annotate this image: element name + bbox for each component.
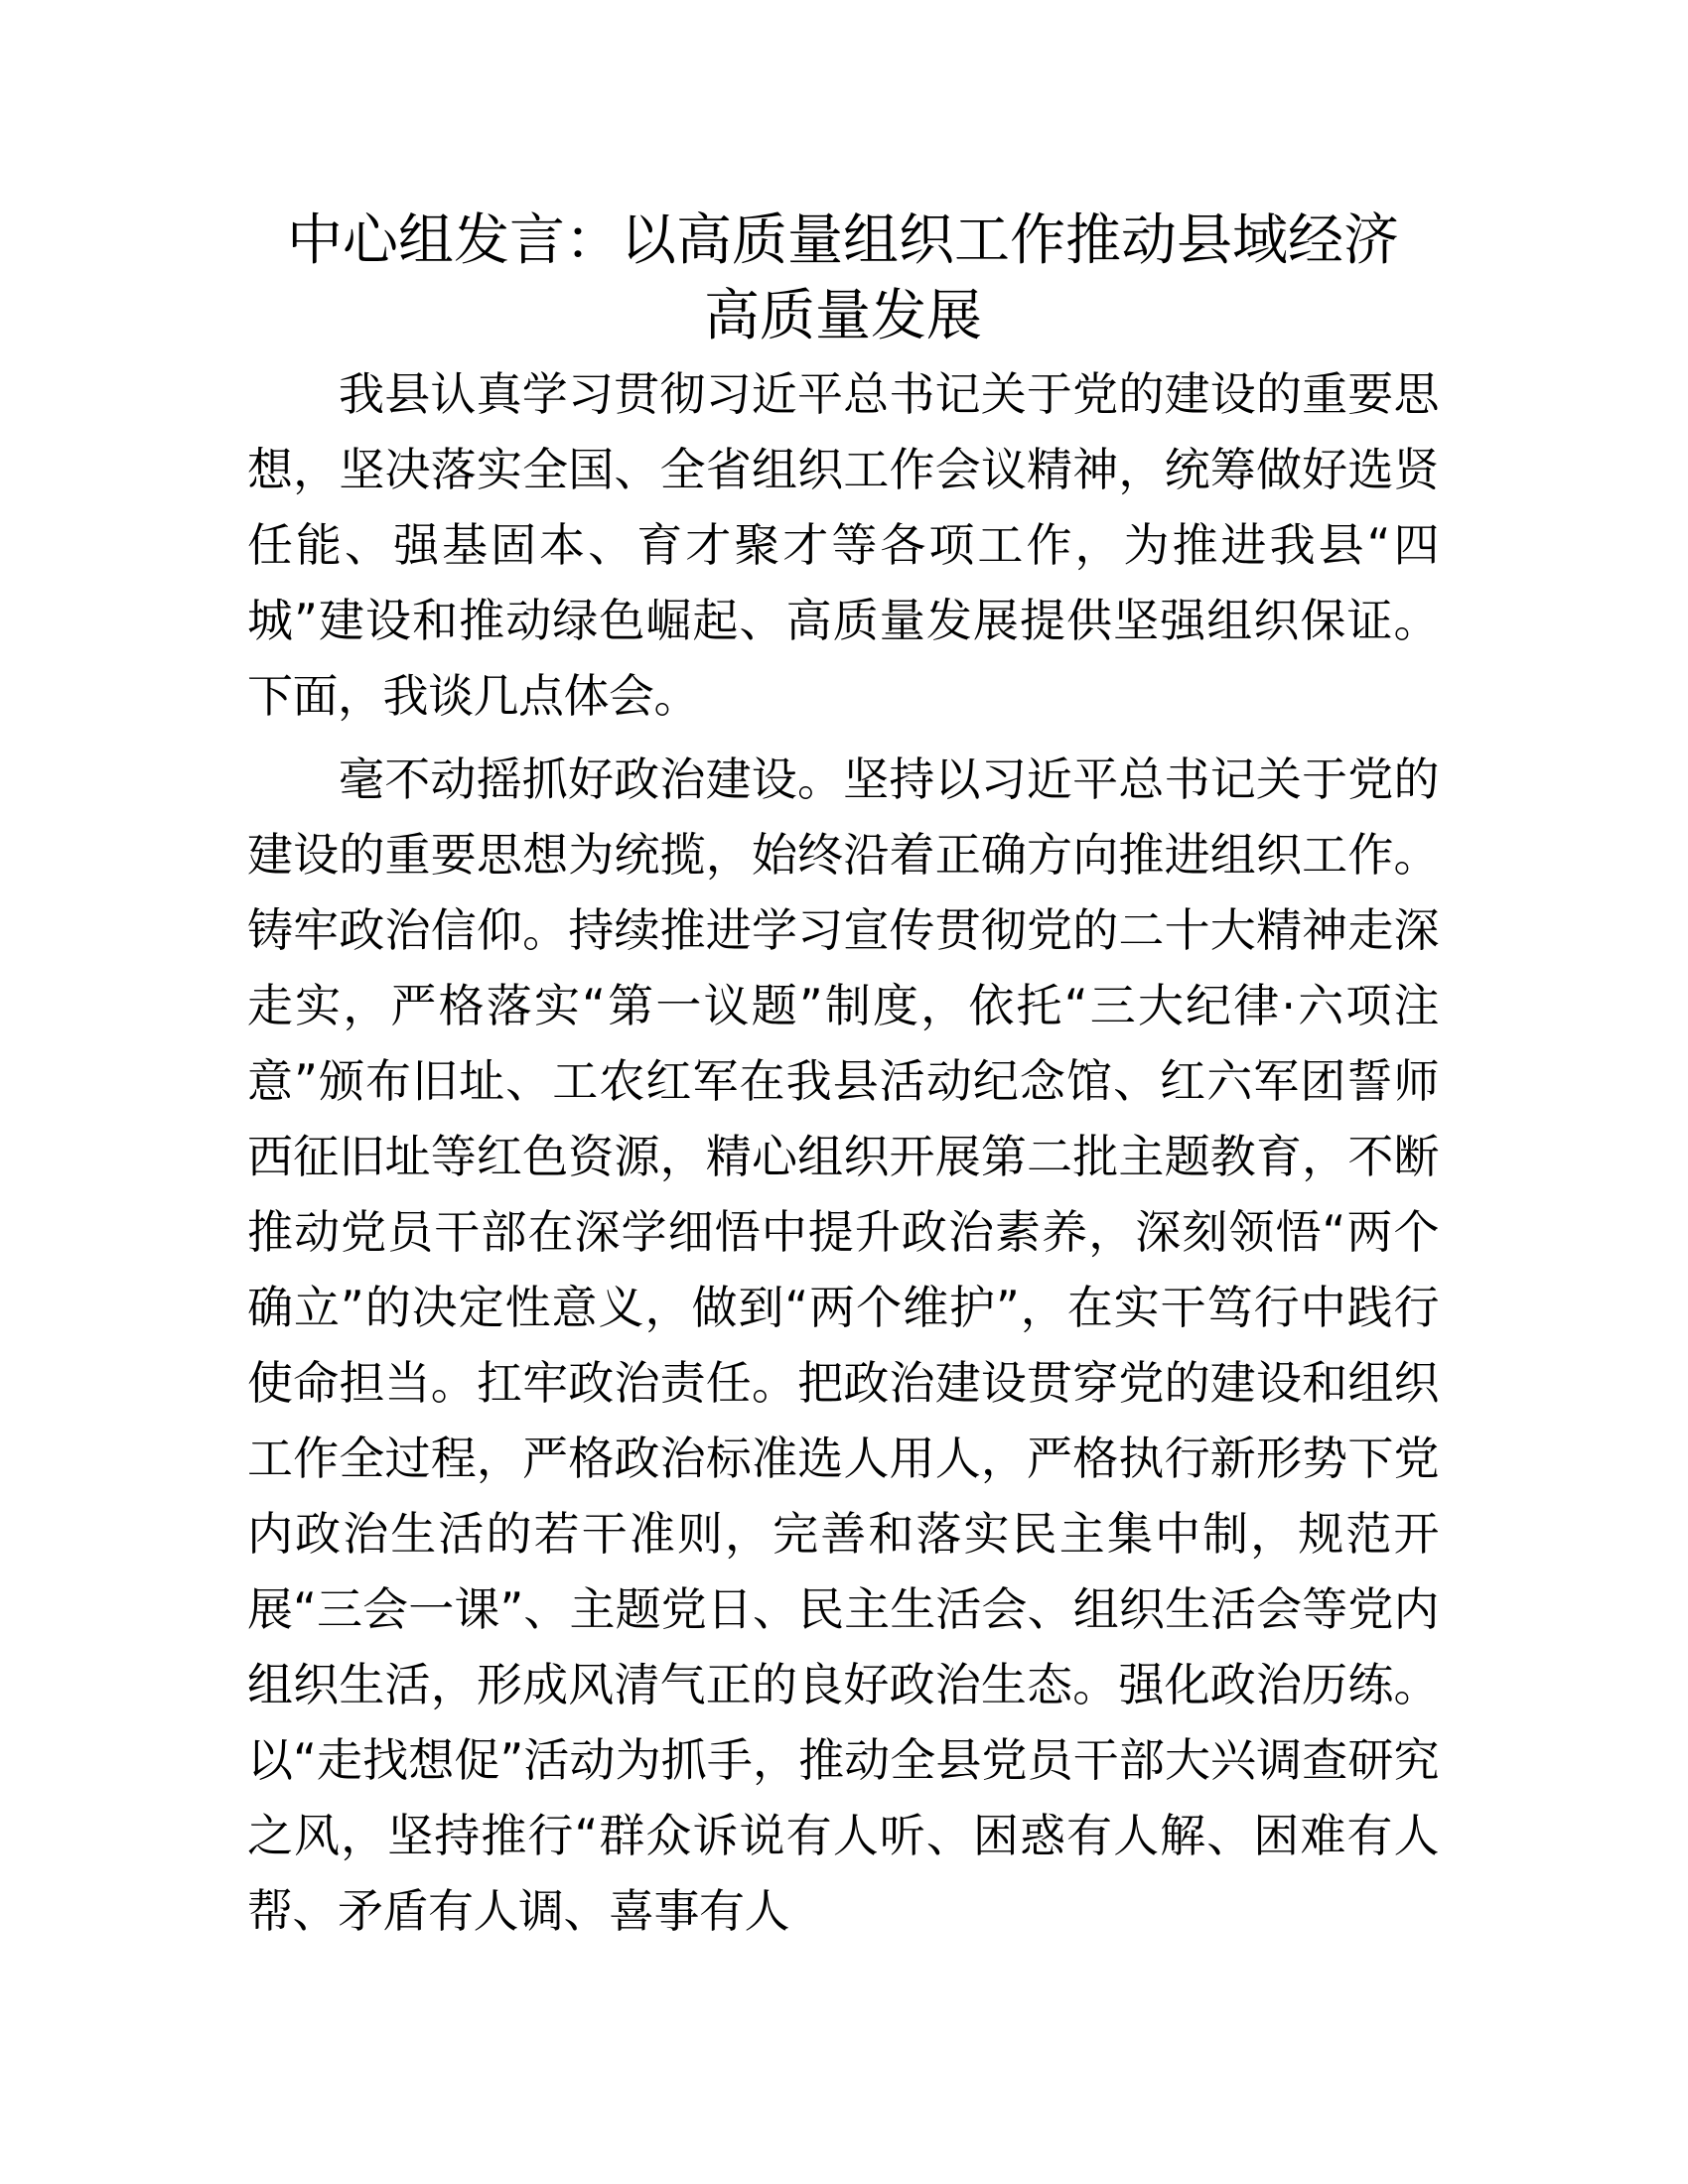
title-line-2: 高质量发展 (704, 284, 982, 348)
paragraph-political-construction: 毫不动摇抓好政治建设。坚持以习近平总书记关于党的建设的重要思想为统揽，始终沿着正确方向推进组织工作。铸牢政治信仰。持续推进学习宣传贯彻党的二十大精神走深走实，严格落实“第一议题”制度，依托“三大纪律·六项注意”颁布旧址、工农红军在我县活动纪念馆、红六军团誓师西征旧址等红色资源，精心组织开展第二批主题教育，不断推动党员干部在深学细悟中提升政治素养，深刻领悟“两个确立”的决定性意义，做到“两个维护”，在实干笃行中践行使命担当。扛牢政治责任。把政治建设贯穿党的建设和组织工作全过程，严格政治标准选人用人，严格执行新形势下党内政治生活的若干准则，完善和落实民主集中制，规范开展“三会一课”、主题党日、民主生活会、组织生活会等党内组织生活，形成风清气正的良好政治生态。强化政治历练。以“走找想促”活动为抓手，推动全县党员干部大兴调查研究之风，坚持推行“群众诉说有人听、困惑有人解、困难有人帮、矛盾有人调、喜事有人 (247, 752, 1439, 1938)
title-line-1: 中心组发言：以高质量组织工作推动县域经济 (287, 208, 1399, 273)
document-title (247, 204, 1439, 354)
paragraph-intro: 我县认真学习贯彻习近平总书记关于党的建设的重要思想，坚决落实全国、全省组织工作会议精神，统筹做好选贤任能、强基固本、育才聚才等各项工作，为推进我县“四城”建设和推动绿色崛起、高质量发展提供坚强组织保证。下面，我谈几点体会。 (247, 367, 1439, 723)
document-page (247, 204, 1439, 1957)
